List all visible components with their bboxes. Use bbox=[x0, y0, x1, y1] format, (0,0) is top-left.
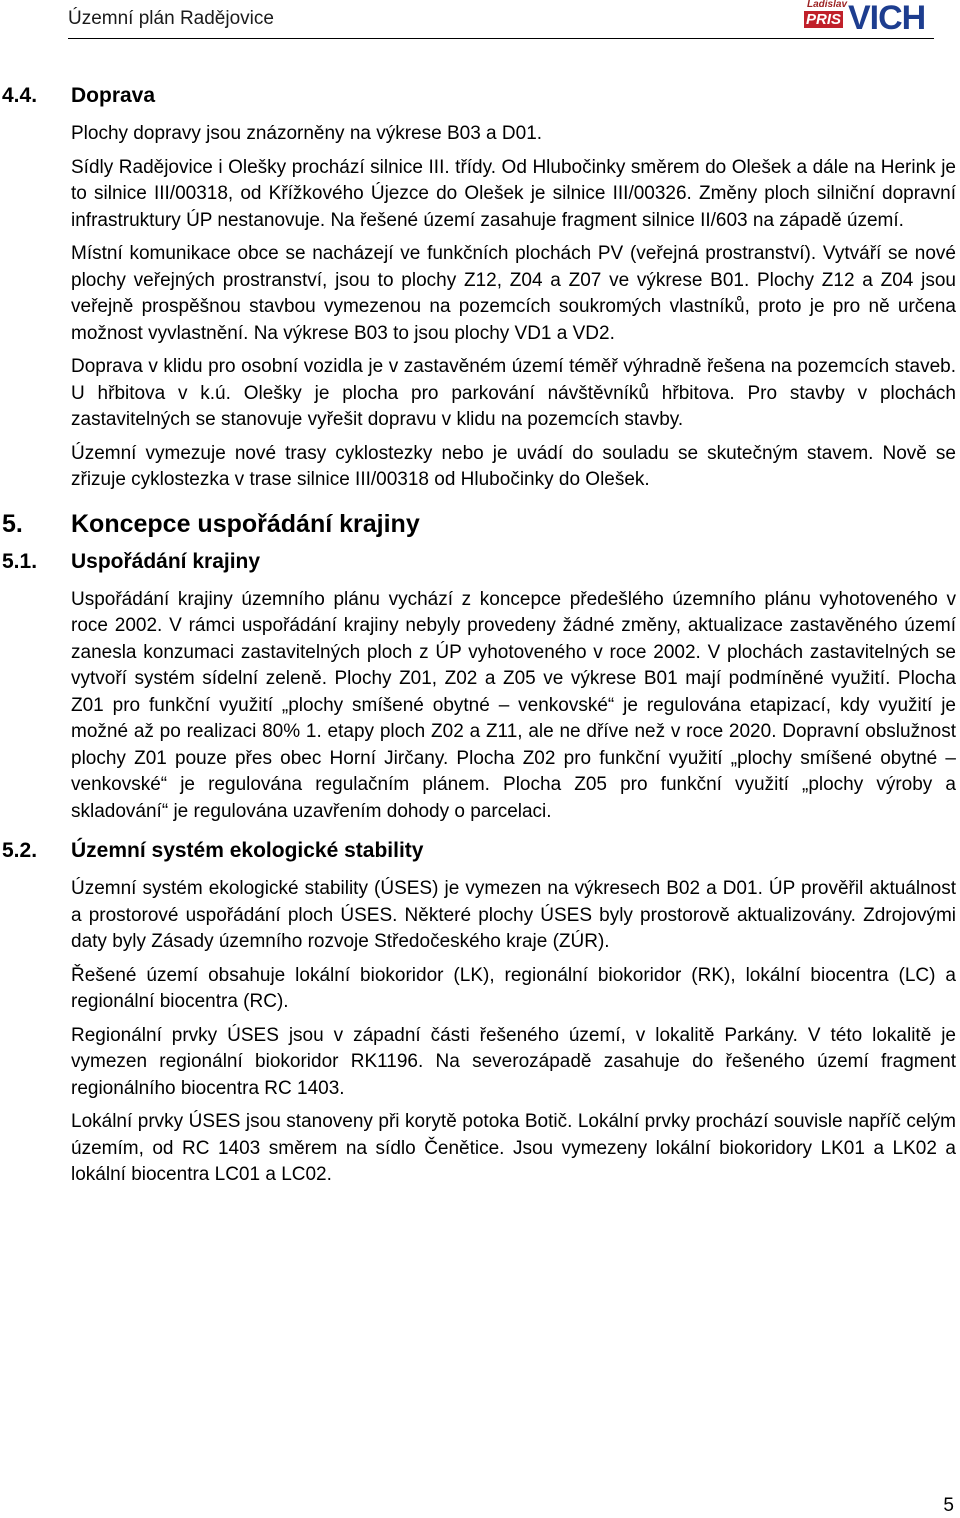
section-title: Doprava bbox=[71, 84, 156, 107]
section-title: Územní systém ekologické stability bbox=[71, 839, 424, 862]
section-title: Uspořádání krajiny bbox=[71, 549, 261, 573]
page-header bbox=[68, 0, 934, 40]
section-title: Koncepce uspořádání krajiny bbox=[71, 509, 420, 538]
section-heading-5-2 bbox=[0, 838, 960, 864]
header-divider bbox=[68, 38, 934, 39]
paragraph: Uspořádání krajiny územního plánu vychází z koncepce předešlého územního plánu vyhotoveného v roce 2002. V rámci uspořádání krajiny nebyly provedeny žádné změny, aktualizace zastavěného území zanesla konzumaci zastavitelných ploch z ÚP vyhotoveného v roce 2002. V plochách zastavitelných se vytvoří systém sídelní zeleně. Plochy Z01, Z02 a Z05 ve výkrese B01 mají podmíněné využití. Plocha Z01 pro funkční využití „plochy smíšené obytné – venkovské“ je regulována etapizací, kdy využití je možné až po realizaci 80% 1. etapy ploch Z02 a Z11, ale ne dříve než v roce 2020. Dopravní obslužnost plochy Z01 pouze přes obec Horní Jirčany. Plocha Z02 pro funkční využití „plochy smíšené obytné – venkovské“ je regulována regulačním plánem. Plocha Z05 pro funkční využití „plochy výroby a skladování“ je regulována uzavřením dohody o parcelaci. bbox=[71, 588, 956, 822]
section-heading-5 bbox=[0, 508, 960, 540]
paragraph: Řešené území obsahuje lokální biokoridor (LK), regionální biokoridor (RK), lokální biocentra (LC) a regionální biocentra (RC). bbox=[71, 964, 956, 1012]
paragraph: Sídly Radějovice i Olešky prochází silnice III. třídy. Od Hlubočinky směrem do Olešek a dále na Herink je to silnice III/00318, od Křížkového Újezce do Olešek je silnice III/00326. Změny ploch silniční dopravní infrastruktury ÚP nestanovuje. Na řešené území zasahuje fragment silnice II/603 na západě území. bbox=[71, 156, 956, 231]
section-number: 5.2. bbox=[2, 839, 38, 862]
section-number: 4.4. bbox=[2, 84, 38, 107]
company-logo bbox=[804, 0, 934, 37]
document-title: Územní plán Radějovice bbox=[68, 8, 274, 29]
document-body bbox=[0, 83, 960, 1189]
section-heading-4-4 bbox=[0, 83, 960, 109]
page-number: 5 bbox=[943, 1495, 954, 1516]
paragraph: Regionální prvky ÚSES jsou v západní části řešeného území, v lokalitě Parkány. V této lokalitě je vymezen regionální biokoridor RK1196. Na severozápadě zasahuje do řešeného území fragment regionálního biocentra RC 1403. bbox=[71, 1024, 956, 1099]
paragraph: Doprava v klidu pro osobní vozidla je v zastavěném území téměř výhradně řešena na pozemcích staveb. U hřbitova v k.ú. Olešky je plocha pro parkování návštěvníků hřbitova. Pro stavby v plochách zastavitelných se stanovuje vyřešit dopravu v klidu na pozemcích stavby. bbox=[71, 356, 956, 430]
paragraph: Územní systém ekologické stability (ÚSES) je vymezen na výkresech B02 a D01. ÚP prověřil aktuálnost a prostorové uspořádání ploch ÚSES. Některé plochy ÚSES byly prostorově aktualizovány. Zdrojovými daty byly Zásady územního rozvoje Středočeského kraje (ZÚR). bbox=[71, 878, 956, 952]
logo-vich: VICH bbox=[848, 0, 926, 37]
paragraph: Místní komunikace obce se nacházejí ve funkčních plochách PV (veřejná prostranství). Vytváří se nové plochy veřejných prostranství, jsou to plochy Z12, Z04 a Z07 ve výkrese B01. Plochy Z12 a Z04 jsou veřejně prospěšnou stavbou vymezenou na pozemcích soukromých vlastníků, proto je pro ně určena možnost vyvlastnění. Na výkrese B03 to jsou plochy VD1 a VD2. bbox=[71, 243, 956, 344]
paragraph: Lokální prvky ÚSES jsou stanoveny při korytě potoka Botič. Lokální prvky prochází souvisle napříč celým územím, od RC 1403 směrem na sídlo Čenětice. Jsou vymezeny lokální biokoridory LK01 a LK02 a lokální biocentra LC01 a LC02. bbox=[71, 1111, 956, 1185]
section-number: 5. bbox=[2, 509, 23, 538]
section-heading-5-1 bbox=[0, 549, 960, 575]
logo-firstname: Ladislav bbox=[807, 0, 848, 10]
paragraph: Územní vymezuje nové trasy cyklostezky nebo je uvádí do souladu se skutečným stavem. Nově se zřizuje cyklostezka v trase silnice III/00318 od Hlubočinky do Olešek. bbox=[71, 442, 956, 490]
section-number: 5.1. bbox=[2, 549, 38, 573]
paragraph: Plochy dopravy jsou znázorněny na výkrese B03 a D01. bbox=[71, 123, 543, 144]
logo-pris: PRIS bbox=[806, 11, 842, 28]
